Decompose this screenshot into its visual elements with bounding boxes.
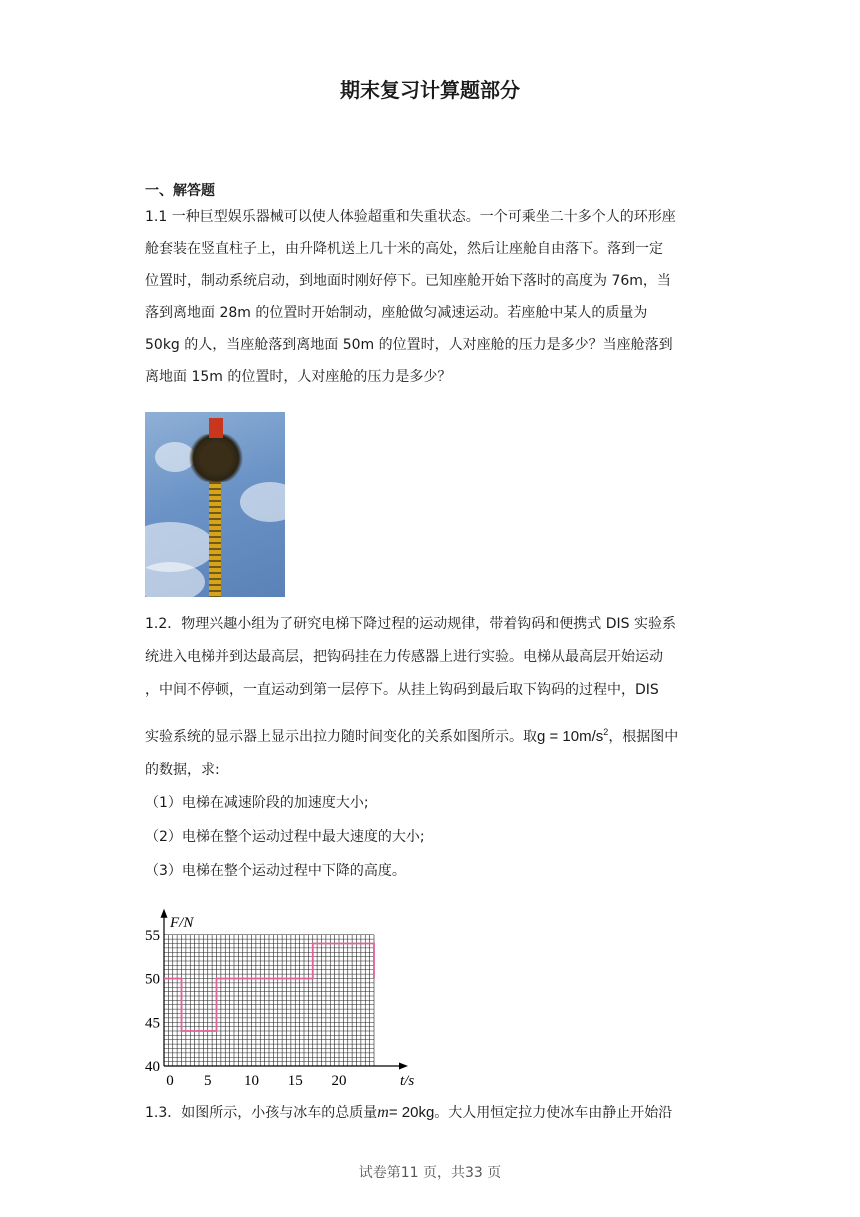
sub-question: （1）电梯在减速阶段的加速度大小; [145,795,369,811]
formula-g-sup: 2 [603,727,609,737]
q3-text: 1.3．如图所示，小孩与冰车的总质量 [145,1105,378,1121]
x-tick-label: 0 [166,1073,174,1089]
drop-tower-photo [145,412,285,597]
page-footer: 试卷第11 页，共33 页 [358,1165,502,1181]
formula-m-var: m [377,1104,389,1121]
sub-question: （2）电梯在整个运动过程中最大速度的大小; [145,829,425,845]
q2-line-with-formula [145,716,720,753]
y-axis-label: F/N [170,914,194,931]
q1-line: 离地面 15m 的位置时，人对座舱的压力是多少？ [145,369,452,385]
y-axis-arrow [161,909,168,918]
sub-question: （3）电梯在整个运动过程中下降的高度。 [145,863,406,879]
q1-line: 位置时，制动系统启动，到地面时刚好停下。已知座舱开始下落时的高度为 76m，当 [145,273,671,289]
x-tick-label: 15 [287,1073,303,1089]
y-tick-label: 55 [145,927,160,944]
q2-line: 统进入电梯并到达最高层，把钩码挂在力传感器上进行实验。电梯从最高层开始运动 [145,649,663,665]
formula-m [377,1104,434,1121]
y-tick-label: 50 [145,971,160,988]
question-1-3 [145,1097,720,1129]
formula-m-value: = 20kg [388,1104,435,1121]
q1-line: 50kg 的人，当座舱落到离地面 50m 的位置时，人对座舱的压力是多少？当座舱落到 [145,337,673,353]
q1-line: 1.1 一种巨型娱乐器械可以使人体验超重和失重状态。一个可乘坐二十多个人的环形座 [145,209,676,225]
q1-line: 落到离地面 28m 的位置时开始制动，座舱做匀减速运动。若座舱中某人的质量为 [145,305,648,321]
x-tick-label: 5 [204,1073,212,1089]
q1-line: 舱套装在竖直柱子上，由升降机送上几十米的高处，然后让座舱自由落下。落到一定 [145,241,663,257]
x-tick-label: 10 [244,1073,259,1089]
formula-g [537,728,608,745]
page-title: 期末复习计算题部分 [340,78,520,102]
force-time-chart [140,890,440,1090]
q3-text: 。大人用恒定拉力使冰车由静止开始沿 [434,1105,673,1121]
x-axis-arrow [399,1063,408,1070]
formula-g-text: g = 10m/s [537,728,604,745]
x-axis-label: t/s [400,1073,415,1089]
q2-line: 1.2．物理兴趣小组为了研究电梯下降过程的运动规律，带着钩码和便携式 DIS 实验系 [145,616,676,632]
y-tick-label: 45 [145,1015,160,1032]
section-heading: 一、解答题 [145,183,215,199]
q2-text: ，根据图中 [608,729,679,745]
x-tick-label: 20 [331,1073,347,1089]
q2-text: 实验系统的显示器上显示出拉力随时间变化的关系如图所示。取 [145,729,537,745]
y-tick-label: 40 [145,1059,160,1075]
q2-line: 的数据，求: [145,762,220,778]
q2-line: ，中间不停顿，一直运动到第一层停下。从挂上钩码到最后取下钩码的过程中，DIS [145,682,659,698]
